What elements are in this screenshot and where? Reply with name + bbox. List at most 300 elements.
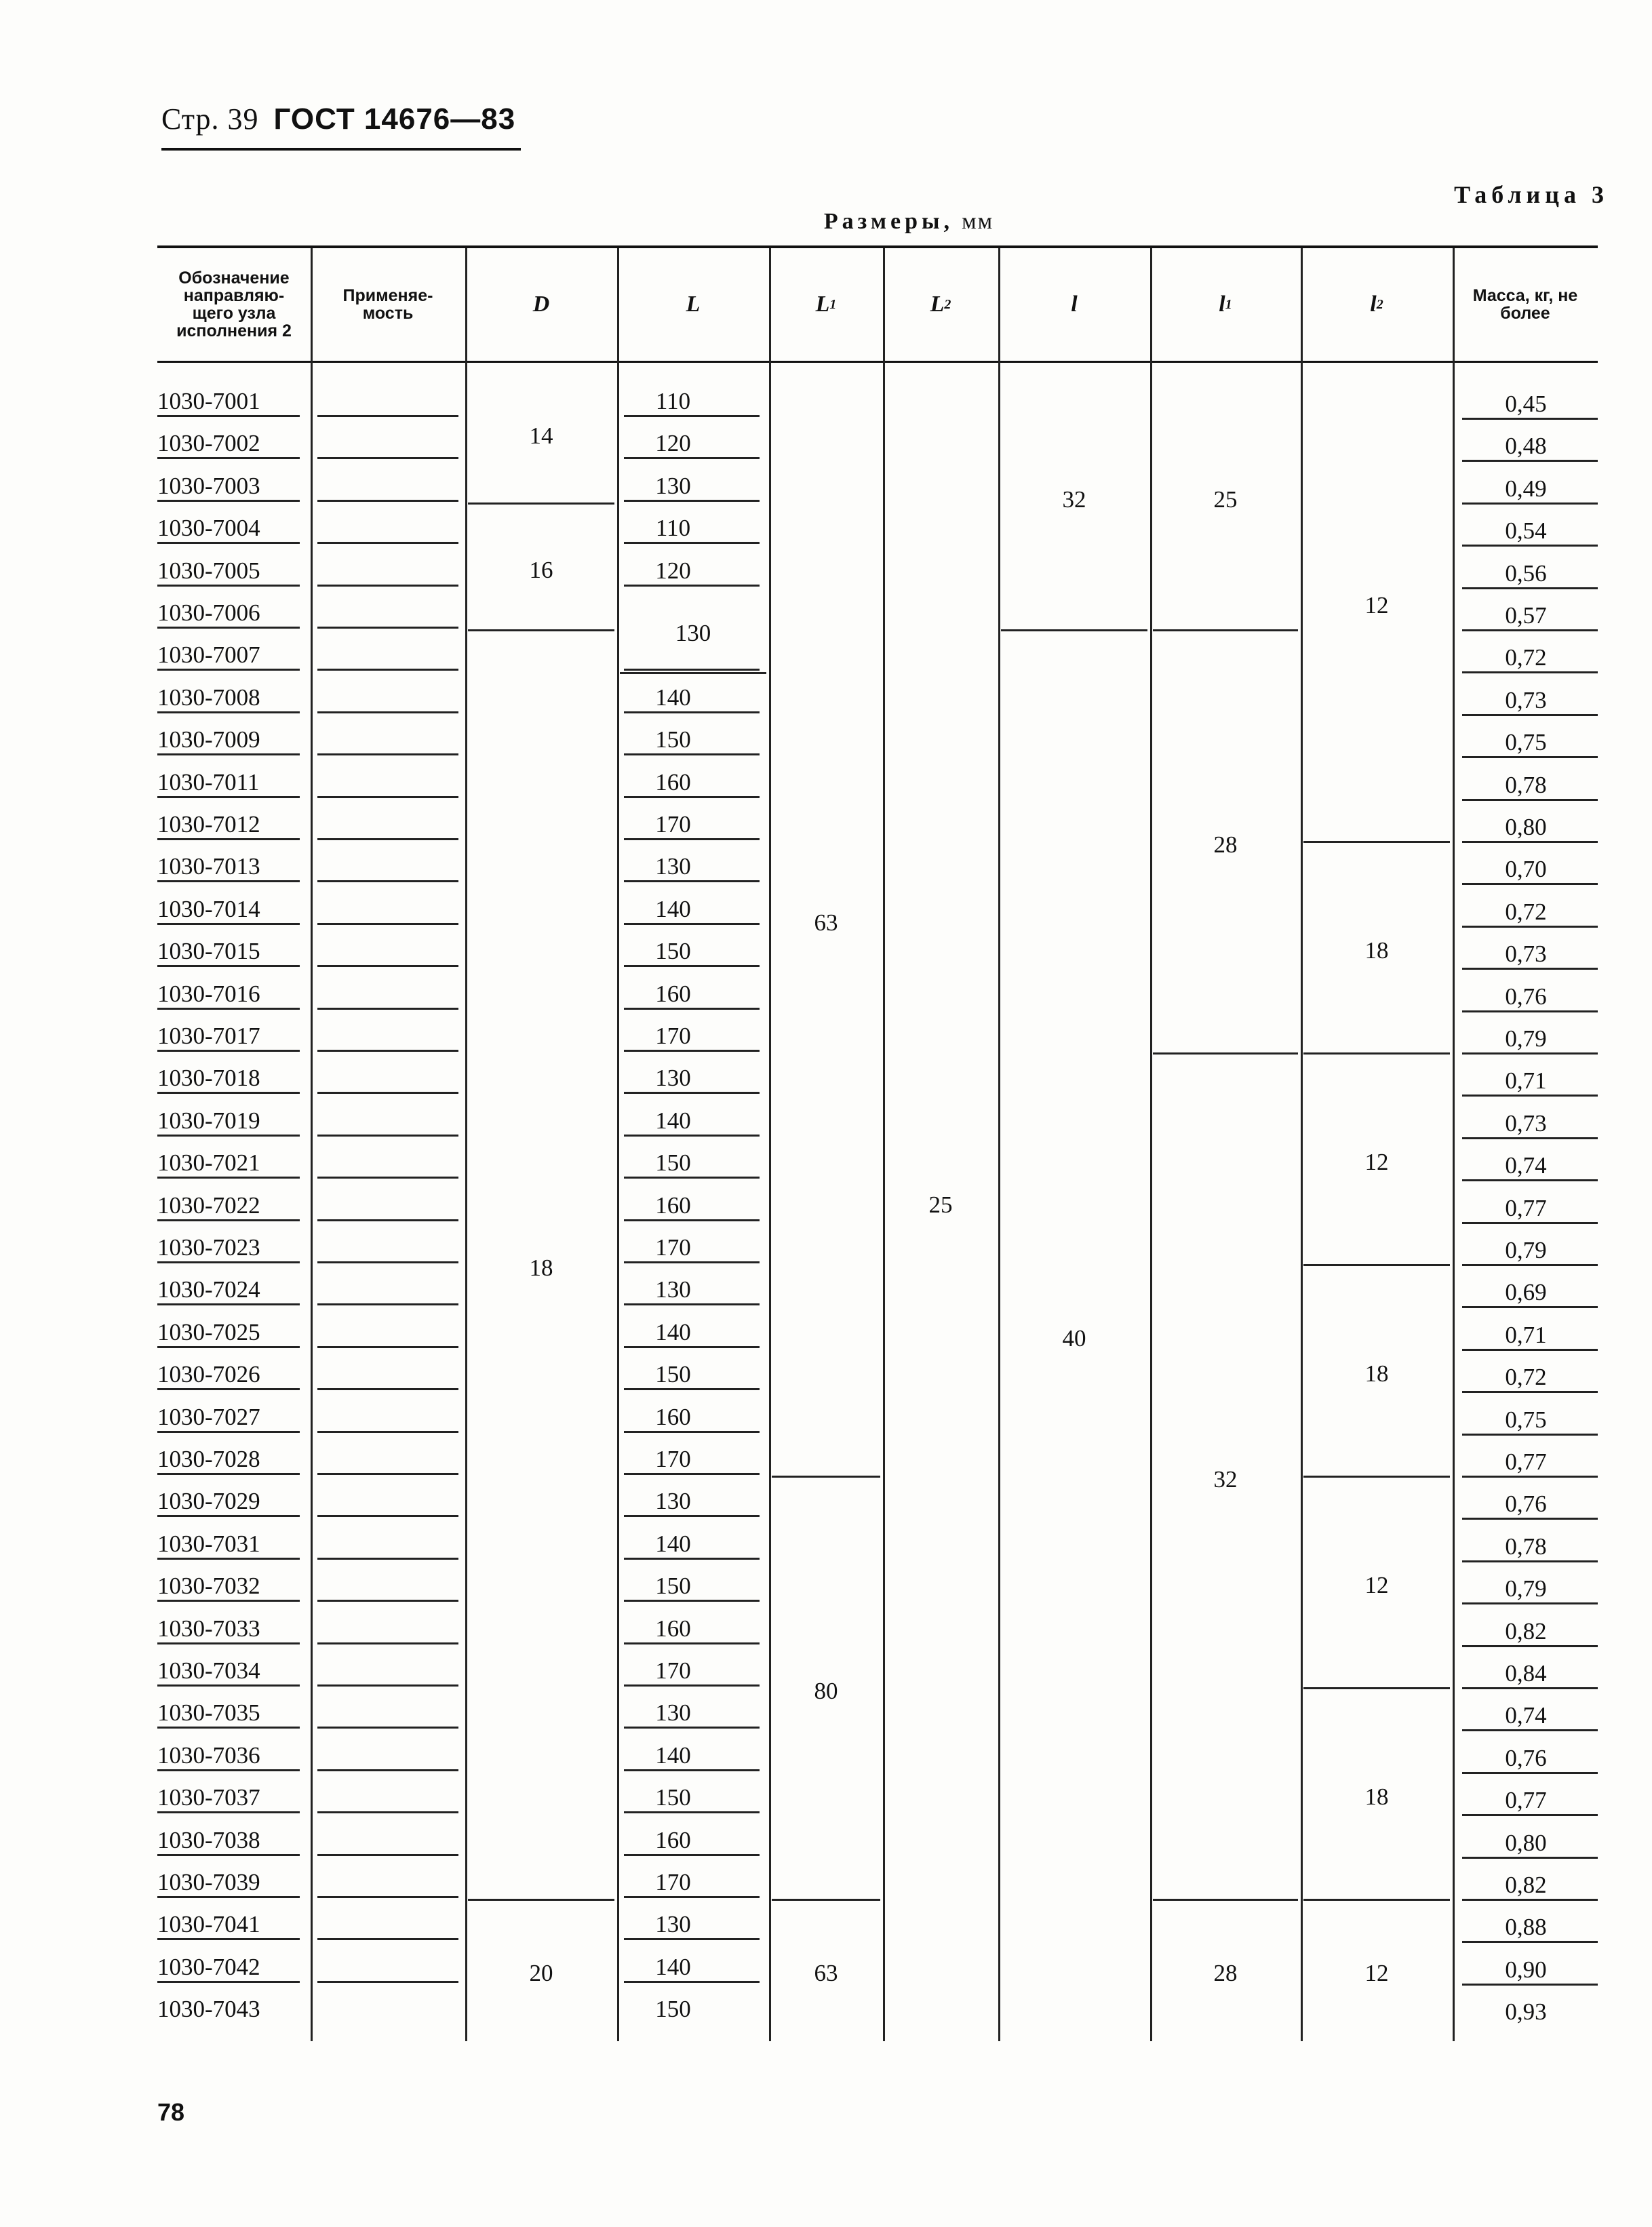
designation-cell: 1030-7033 — [157, 1615, 260, 1642]
length-underline — [624, 1346, 760, 1348]
mass-underline — [1462, 1137, 1598, 1139]
mass-underline — [1462, 714, 1598, 716]
mass-cell: 0,72 — [1505, 644, 1547, 671]
designation-cell: 1030-7002 — [157, 430, 260, 457]
mass-underline — [1462, 1434, 1598, 1436]
application-underline — [317, 1938, 458, 1940]
application-underline — [317, 1388, 458, 1390]
mass-underline — [1462, 883, 1598, 885]
designation-cell: 1030-7034 — [157, 1657, 260, 1684]
designation-underline — [157, 415, 300, 417]
designation-cell: 1030-7029 — [157, 1488, 260, 1515]
designation-underline — [157, 1388, 300, 1390]
length-underline — [624, 542, 760, 544]
designation-underline — [157, 965, 300, 967]
mass-cell: 0,79 — [1505, 1025, 1547, 1052]
merged-cell-l: 32 — [1062, 486, 1086, 513]
mass-cell: 0,79 — [1505, 1237, 1547, 1263]
length-cell: 130 — [655, 1276, 691, 1303]
mass-cell: 0,74 — [1505, 1702, 1547, 1729]
mass-underline — [1462, 1349, 1598, 1351]
designation-cell: 1030-7028 — [157, 1446, 260, 1472]
designation-underline — [157, 1473, 300, 1475]
designation-underline — [157, 1219, 300, 1221]
length-cell: 150 — [655, 1996, 691, 2023]
column-header-l1 — [1150, 248, 1301, 361]
header-rule — [161, 148, 521, 151]
designation-cell: 1030-7041 — [157, 1911, 260, 1938]
mass-underline — [1462, 1899, 1598, 1901]
mass-underline — [1462, 1857, 1598, 1859]
column-divider — [1150, 248, 1152, 2041]
mass-cell: 0,82 — [1505, 1617, 1547, 1644]
designation-underline — [157, 753, 300, 755]
length-underline — [624, 1938, 760, 1940]
column-header-l2 — [1301, 248, 1453, 361]
application-underline — [317, 1050, 458, 1052]
designation-cell: 1030-7018 — [157, 1065, 260, 1092]
merged-cell-d: 16 — [529, 556, 553, 583]
designation-underline — [157, 1346, 300, 1348]
mass-underline — [1462, 756, 1598, 758]
length-cell: 160 — [655, 1615, 691, 1642]
application-underline — [317, 1727, 458, 1729]
column-header-l — [617, 248, 769, 361]
designation-underline — [157, 1008, 300, 1010]
length-underline — [624, 796, 760, 798]
length-underline — [624, 838, 760, 840]
column-divider — [998, 248, 1000, 2041]
designation-underline — [157, 585, 300, 587]
merge-boundary — [1153, 629, 1298, 631]
length-cell: 150 — [655, 726, 691, 753]
application-underline — [317, 880, 458, 882]
mass-cell: 0,76 — [1505, 1744, 1547, 1771]
length-underline — [624, 1135, 760, 1137]
length-cell: 170 — [655, 1234, 691, 1261]
mass-cell: 0,54 — [1505, 517, 1547, 545]
length-underline — [624, 1600, 760, 1602]
designation-underline — [157, 1431, 300, 1433]
merged-cell-l: 130 — [675, 620, 711, 647]
designation-cell: 1030-7031 — [157, 1530, 260, 1557]
length-underline — [624, 500, 760, 502]
length-underline — [624, 1473, 760, 1475]
length-cell: 130 — [655, 1911, 691, 1938]
merged-cell-l1: 80 — [814, 1678, 838, 1705]
designation-underline — [157, 711, 300, 713]
mass-underline — [1462, 799, 1598, 801]
designation-cell: 1030-7009 — [157, 726, 260, 753]
application-underline — [317, 838, 458, 840]
mass-underline — [1462, 1264, 1598, 1266]
designation-underline — [157, 1050, 300, 1052]
mass-cell: 0,49 — [1505, 475, 1547, 502]
application-underline — [317, 1854, 458, 1856]
designation-underline — [157, 627, 300, 629]
mass-cell: 0,71 — [1505, 1321, 1547, 1348]
designation-cell: 1030-7042 — [157, 1953, 260, 1980]
length-underline — [624, 753, 760, 755]
length-underline — [624, 711, 760, 713]
length-underline — [624, 923, 760, 925]
mass-cell: 0,82 — [1505, 1872, 1547, 1898]
mass-underline — [1462, 1306, 1598, 1308]
application-underline — [317, 1642, 458, 1644]
designation-underline — [157, 1642, 300, 1644]
length-cell: 130 — [655, 853, 691, 880]
mass-underline — [1462, 1645, 1598, 1647]
merge-boundary — [1303, 1052, 1450, 1055]
column-header-label: l — [1219, 292, 1225, 317]
mass-underline — [1462, 545, 1598, 547]
merge-boundary — [468, 1899, 614, 1901]
length-cell: 160 — [655, 980, 691, 1007]
application-underline — [317, 415, 458, 417]
designation-cell: 1030-7001 — [157, 388, 260, 414]
length-cell: 150 — [655, 1784, 691, 1811]
designation-cell: 1030-7003 — [157, 472, 260, 499]
column-header-subscript: 1 — [1225, 296, 1232, 312]
column-header-subscript: 2 — [944, 296, 951, 312]
application-underline — [317, 457, 458, 459]
designation-underline — [157, 1811, 300, 1813]
length-cell: 110 — [655, 515, 691, 542]
column-header-d — [465, 248, 617, 361]
designation-cell: 1030-7038 — [157, 1826, 260, 1853]
mass-underline — [1462, 1602, 1598, 1604]
length-underline — [624, 1558, 760, 1560]
mass-underline — [1462, 926, 1598, 928]
column-divider — [883, 248, 885, 2041]
mass-cell: 0,73 — [1505, 941, 1547, 968]
column-divider — [617, 248, 619, 2041]
column-header-label: l — [1370, 292, 1377, 317]
mass-underline — [1462, 1560, 1598, 1562]
mass-cell: 0,76 — [1505, 983, 1547, 1010]
length-underline — [624, 1854, 760, 1856]
length-underline — [624, 1261, 760, 1263]
designation-underline — [157, 1769, 300, 1771]
designation-cell: 1030-7035 — [157, 1699, 260, 1727]
column-divider — [769, 248, 771, 2041]
designation-underline — [157, 1092, 300, 1094]
mass-underline — [1462, 629, 1598, 631]
merged-cell-l2: 18 — [1364, 1783, 1389, 1811]
mass-cell: 0,80 — [1505, 814, 1547, 840]
column-header-subscript: 2 — [1376, 296, 1383, 312]
length-underline — [624, 1008, 760, 1010]
length-cell: 140 — [655, 1107, 691, 1134]
application-underline — [317, 1177, 458, 1179]
application-underline — [317, 585, 458, 587]
application-underline — [317, 1558, 458, 1560]
designation-cell: 1030-7015 — [157, 938, 260, 965]
length-underline — [624, 1431, 760, 1433]
length-cell: 160 — [655, 1191, 691, 1219]
column-header-l — [998, 248, 1150, 361]
application-underline — [317, 1346, 458, 1348]
mass-cell: 0,69 — [1505, 1279, 1547, 1306]
merged-cell-l2: 12 — [1364, 1960, 1389, 1987]
mass-underline — [1462, 1772, 1598, 1774]
length-underline — [624, 965, 760, 967]
merged-cell-l2: 12 — [1364, 1149, 1389, 1176]
column-divider — [1301, 248, 1303, 2041]
column-header-label: l — [1071, 292, 1078, 317]
designation-underline — [157, 1135, 300, 1137]
application-underline — [317, 669, 458, 671]
length-underline — [624, 669, 760, 671]
length-cell: 160 — [655, 1826, 691, 1853]
designation-cell: 1030-7021 — [157, 1149, 260, 1177]
length-cell: 140 — [655, 1741, 691, 1769]
designation-underline — [157, 1727, 300, 1729]
designation-underline — [157, 1600, 300, 1602]
designation-cell: 1030-7016 — [157, 980, 260, 1007]
column-header-subscript: 1 — [829, 296, 837, 312]
mass-underline — [1462, 587, 1598, 589]
column-divider — [1453, 248, 1455, 2041]
length-cell: 160 — [655, 1403, 691, 1430]
merged-cell-d: 14 — [529, 422, 553, 450]
length-cell: 170 — [655, 811, 691, 837]
length-underline — [624, 1219, 760, 1221]
application-underline — [317, 627, 458, 629]
designation-cell: 1030-7006 — [157, 599, 260, 626]
column-header-designation — [157, 248, 311, 361]
length-underline — [624, 1050, 760, 1052]
merged-cell-l1: 32 — [1213, 1466, 1238, 1493]
application-underline — [317, 1303, 458, 1305]
application-underline — [317, 965, 458, 967]
length-cell: 170 — [655, 1869, 691, 1895]
application-underline — [317, 1135, 458, 1137]
mass-cell: 0,73 — [1505, 686, 1547, 713]
designation-underline — [157, 1896, 300, 1898]
application-underline — [317, 753, 458, 755]
length-cell: 110 — [655, 388, 691, 414]
merge-boundary — [1153, 1899, 1298, 1901]
column-header-label: Применяе-мость — [342, 285, 433, 323]
caption-title: Размеры, — [823, 209, 954, 234]
merge-boundary — [1001, 629, 1147, 631]
column-header-label: Обозначение направляю-щего узла исполнения 2 — [176, 268, 292, 341]
length-cell: 120 — [655, 557, 691, 584]
mass-cell: 0,76 — [1505, 1491, 1547, 1518]
length-underline — [624, 880, 760, 882]
length-cell: 170 — [655, 1446, 691, 1472]
merged-cell-l2: 12 — [1364, 1572, 1389, 1599]
column-header-l1 — [769, 248, 883, 361]
designation-underline — [157, 1303, 300, 1305]
mass-underline — [1462, 1984, 1598, 1986]
mass-cell: 0,78 — [1505, 771, 1547, 798]
merge-boundary — [1303, 841, 1450, 843]
mass-cell: 0,45 — [1505, 391, 1547, 417]
mass-underline — [1462, 968, 1598, 970]
mass-underline — [1462, 1729, 1598, 1731]
designation-underline — [157, 1177, 300, 1179]
length-cell: 140 — [655, 1318, 691, 1345]
application-underline — [317, 1008, 458, 1010]
mass-cell: 0,80 — [1505, 1829, 1547, 1856]
application-underline — [317, 711, 458, 713]
mass-cell: 0,79 — [1505, 1575, 1547, 1602]
mass-cell: 0,72 — [1505, 898, 1547, 925]
application-underline — [317, 1431, 458, 1433]
designation-underline — [157, 1854, 300, 1856]
mass-underline — [1462, 1222, 1598, 1224]
mass-cell: 0,84 — [1505, 1660, 1547, 1687]
application-underline — [317, 1769, 458, 1771]
length-underline — [624, 1515, 760, 1517]
merge-boundary — [772, 1899, 880, 1901]
designation-cell: 1030-7026 — [157, 1361, 260, 1388]
designation-underline — [157, 1515, 300, 1517]
page-ref: Стр. 39 — [161, 102, 259, 136]
designation-underline — [157, 923, 300, 925]
application-underline — [317, 1896, 458, 1898]
application-underline — [317, 500, 458, 502]
page-header — [161, 102, 515, 136]
designation-underline — [157, 1938, 300, 1940]
merge-boundary — [468, 629, 614, 631]
length-cell: 170 — [655, 1023, 691, 1049]
designation-cell: 1030-7008 — [157, 684, 260, 711]
designation-cell: 1030-7005 — [157, 557, 260, 584]
mass-underline — [1462, 1687, 1598, 1689]
merged-cell-d: 20 — [529, 1960, 553, 1987]
column-header-label: L — [930, 292, 945, 317]
length-cell: 130 — [655, 1488, 691, 1515]
designation-underline — [157, 669, 300, 671]
mass-underline — [1462, 1391, 1598, 1393]
length-underline — [624, 457, 760, 459]
mass-cell: 0,74 — [1505, 1152, 1547, 1179]
length-underline — [624, 1303, 760, 1305]
length-cell: 130 — [655, 1699, 691, 1727]
designation-cell: 1030-7039 — [157, 1869, 260, 1895]
application-underline — [317, 1684, 458, 1687]
mass-cell: 0,75 — [1505, 1406, 1547, 1433]
designation-cell: 1030-7025 — [157, 1318, 260, 1345]
application-underline — [317, 542, 458, 544]
designation-cell: 1030-7037 — [157, 1784, 260, 1811]
mass-underline — [1462, 1010, 1598, 1012]
length-cell: 140 — [655, 1953, 691, 1980]
mass-underline — [1462, 1052, 1598, 1055]
merged-cell-l2: 18 — [1364, 1360, 1389, 1387]
mass-cell: 0,93 — [1505, 1998, 1547, 2026]
designation-cell: 1030-7011 — [157, 768, 260, 795]
mass-cell: 0,88 — [1505, 1914, 1547, 1941]
merged-cell-l1: 28 — [1213, 831, 1238, 859]
application-underline — [317, 1092, 458, 1094]
length-underline — [624, 1684, 760, 1687]
mass-underline — [1462, 1814, 1598, 1816]
merged-cell-d: 18 — [529, 1255, 553, 1282]
designation-cell: 1030-7023 — [157, 1234, 260, 1261]
application-underline — [317, 1261, 458, 1263]
mass-cell: 0,77 — [1505, 1787, 1547, 1814]
application-underline — [317, 1219, 458, 1221]
application-underline — [317, 796, 458, 798]
merged-cell-l2: 18 — [1364, 937, 1389, 964]
mass-underline — [1462, 502, 1598, 505]
merge-boundary — [1303, 1687, 1450, 1689]
designation-underline — [157, 838, 300, 840]
merged-cell-l: 40 — [1062, 1325, 1086, 1352]
merge-boundary — [772, 1476, 880, 1478]
designation-cell: 1030-7043 — [157, 1996, 260, 2023]
mass-cell: 0,48 — [1505, 433, 1547, 460]
column-header-label: D — [532, 292, 550, 317]
designation-cell: 1030-7007 — [157, 642, 260, 669]
merge-boundary — [1303, 1264, 1450, 1266]
length-underline — [624, 415, 760, 417]
merged-cell-l1: 63 — [814, 1960, 838, 1987]
column-header-mass — [1453, 248, 1598, 361]
length-cell: 150 — [655, 938, 691, 965]
length-underline — [624, 585, 760, 587]
mass-underline — [1462, 418, 1598, 420]
designation-cell: 1030-7027 — [157, 1403, 260, 1430]
application-underline — [317, 1811, 458, 1813]
standard-number: ГОСТ 14676—83 — [273, 102, 516, 136]
length-cell: 120 — [655, 430, 691, 457]
mass-underline — [1462, 1179, 1598, 1181]
designation-underline — [157, 500, 300, 502]
length-underline — [624, 1769, 760, 1771]
page-number: 78 — [157, 2098, 185, 2126]
designation-cell: 1030-7017 — [157, 1023, 260, 1049]
designation-cell: 1030-7036 — [157, 1741, 260, 1769]
length-underline — [624, 1727, 760, 1729]
application-underline — [317, 1473, 458, 1475]
length-underline — [624, 1177, 760, 1179]
mass-underline — [1462, 460, 1598, 462]
mass-cell: 0,57 — [1505, 602, 1547, 629]
column-divider — [465, 248, 467, 2041]
mass-cell: 0,90 — [1505, 1956, 1547, 1983]
designation-underline — [157, 1558, 300, 1560]
mass-cell: 0,56 — [1505, 559, 1547, 587]
table-caption — [0, 209, 1652, 235]
designation-cell: 1030-7024 — [157, 1276, 260, 1303]
mass-cell: 0,73 — [1505, 1109, 1547, 1137]
designation-underline — [157, 796, 300, 798]
designation-cell: 1030-7013 — [157, 853, 260, 880]
mass-underline — [1462, 1095, 1598, 1097]
mass-underline — [1462, 1941, 1598, 1943]
mass-cell: 0,71 — [1505, 1067, 1547, 1095]
merge-boundary — [620, 672, 766, 674]
column-header-label: Масса, кг, не более — [1472, 285, 1578, 323]
designation-cell: 1030-7014 — [157, 895, 260, 922]
column-header-label: L — [815, 292, 830, 317]
merge-boundary — [1153, 1052, 1298, 1055]
table-label: Таблица 3 — [1454, 181, 1609, 208]
length-cell: 130 — [655, 1065, 691, 1092]
caption-unit: мм — [962, 209, 994, 234]
length-underline — [624, 1896, 760, 1898]
length-cell: 170 — [655, 1657, 691, 1684]
table-head-rule — [157, 361, 1598, 363]
column-header-label: L — [686, 292, 701, 317]
merged-cell-l1: 63 — [814, 909, 838, 936]
mass-cell: 0,75 — [1505, 729, 1547, 756]
